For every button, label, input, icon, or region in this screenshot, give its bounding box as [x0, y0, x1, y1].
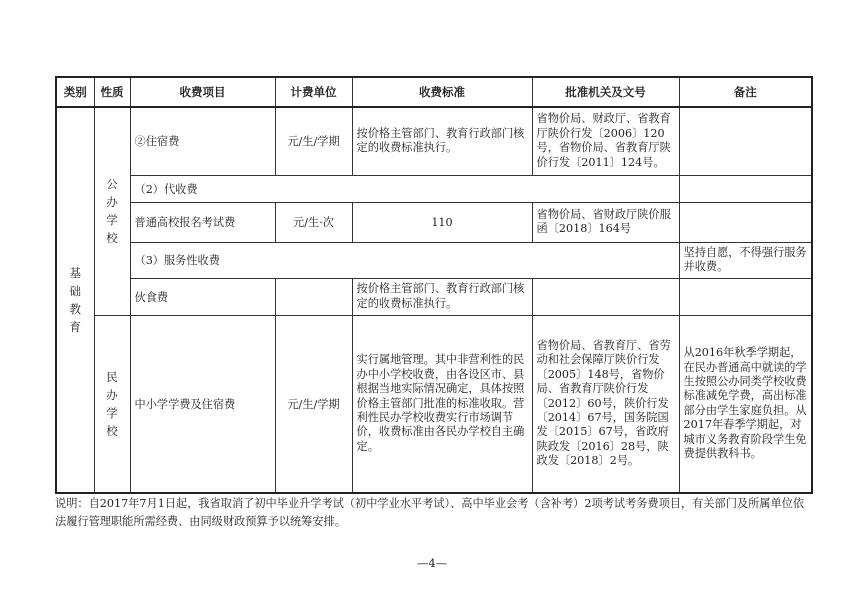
category-label: 基础教育 — [69, 266, 81, 334]
dorm-approval: 省物价局、财政厅、省教育厅陕价行发〔2006〕120号，省物价局、省教育厅陕价行发〔2011〕124号。 — [532, 107, 679, 175]
private-unit: 元/生/学期 — [275, 315, 352, 493]
private-school-cell — [94, 315, 130, 493]
private-standard: 实行属地管理。其中非营利性的民办中小学校收费，由各设区市、县根据当地实际情况确定，具体按照价格主管部门批准的标准收取。营利性民办学校收费实行市场调节价，收费标准由各民办学校自主确定。 — [352, 315, 532, 493]
meal-approval — [532, 278, 679, 315]
meal-standard: 按价格主管部门、教育行政部门核定的收费标准执行。 — [352, 278, 532, 315]
header-note: 备注 — [679, 77, 812, 107]
dorm-note — [679, 107, 812, 175]
private-school-label: 民办学校 — [106, 369, 118, 438]
table-row — [56, 278, 812, 315]
meal-item: 伙食费 — [130, 278, 275, 315]
exam-standard: 110 — [352, 202, 532, 242]
private-item: 中小学学费及住宿费 — [130, 315, 275, 493]
table-row — [56, 107, 812, 175]
exam-item: 普通高校报名考试费 — [130, 202, 275, 242]
agency-fee-note — [679, 175, 812, 202]
table-row — [56, 315, 812, 493]
public-school-cell — [94, 107, 130, 315]
public-school-label: 公办学校 — [106, 177, 118, 246]
dorm-item: ②住宿费 — [130, 107, 275, 175]
header-nature: 性质 — [94, 77, 130, 107]
header-unit: 计费单位 — [275, 77, 352, 107]
header-standard: 收费标准 — [352, 77, 532, 107]
meal-note — [679, 278, 812, 315]
exam-note — [679, 202, 812, 242]
service-fee-note: 坚持自愿，不得强行服务并收费。 — [679, 242, 812, 278]
table-row — [56, 202, 812, 242]
agency-fee-header: （2）代收费 — [130, 175, 679, 202]
exam-unit: 元/生·次 — [275, 202, 352, 242]
meal-unit — [275, 278, 352, 315]
table-header-row — [56, 77, 812, 107]
private-approval: 省物价局、省教育厅、省劳动和社会保障厅陕价行发〔2005〕148号，省物价局、省教育厅陕价行发〔2012〕60号，陕价行发〔2014〕67号，国务院国发〔2015〕67号，省政府陕政发〔2016〕28号，陕政发〔2018〕2号。 — [532, 315, 679, 493]
page-number: —4— — [416, 556, 448, 570]
category-cell — [56, 107, 94, 493]
fee-table — [55, 76, 813, 494]
header-approval: 批准机关及文号 — [532, 77, 679, 107]
footnote: 说明：自2017年7月1日起，我省取消了初中毕业升学考试（初中学业水平考试）、高中毕业会考（含补考）2项考试考务费项目，有关部门及所属单位依法履行管理职能所需经费、由同级财政预算予以统筹安排。 — [55, 497, 805, 528]
exam-approval: 省物价局、省财政厅陕价服函〔2018〕164号 — [532, 202, 679, 242]
header-category: 类别 — [56, 77, 94, 107]
table-row — [56, 175, 812, 202]
table-row — [56, 242, 812, 278]
header-item: 收费项目 — [130, 77, 275, 107]
private-note: 从2016年秋季学期起，在民办普通高中就读的学生按照公办同类学校收费标准减免学费，高出标准部分由学生家庭负担。从2017年春季学期起，对城市义务教育阶段学生免费提供教科书。 — [679, 315, 812, 493]
service-fee-header: （3）服务性收费 — [130, 242, 679, 278]
dorm-unit: 元/生/学期 — [275, 107, 352, 175]
dorm-standard: 按价格主管部门、教育行政部门核定的收费标准执行。 — [352, 107, 532, 175]
